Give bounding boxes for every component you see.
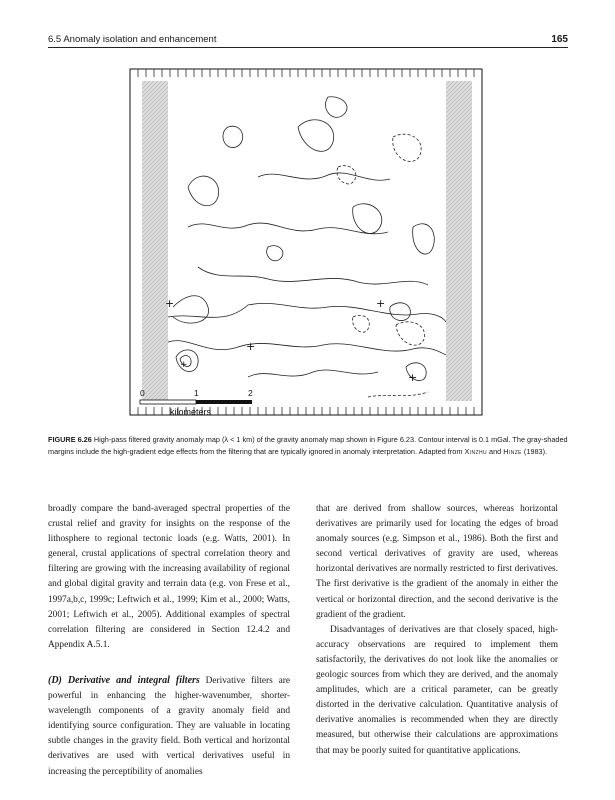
figure-caption [48, 434, 568, 458]
svg-text:+: + [246, 340, 256, 353]
contour-map-figure [128, 67, 485, 420]
left-paragraph-2 [48, 673, 290, 780]
header-rule [48, 47, 568, 48]
page-number: 165 [551, 34, 568, 45]
section-title: 6.5 Anomaly isolation and enhancement [48, 34, 217, 45]
section-subheading: (D) Derivative and integral filters [48, 674, 200, 686]
right-paragraph-1: that are derived from shallow sources, whereas horizontal derivatives are primarily used for locating the edges of broad anomaly sources (e.g. Simpson et al., 1986). Both the first and second vertical derivatives of gravity are used, whereas horizontal derivatives are normally restricted to first derivatives. The first derivative is the gradient of the anomaly in either the vertical or horizontal direction, and the second derivative is the gradient of the gradient. [316, 504, 558, 620]
caption-text-1: High-pass filtered gravity anomaly map (λ < 1 km) of the gravity anomaly map shown in Figure 6.23. Contour interval is 0.1 mGal. The gray-shaded margins include the high-gradient edge effects from the filtering that are typically ignored in anomaly interpretation. Adapted from [48, 435, 568, 456]
left-paragraph-2-text: Derivative filters are powerful in enhancing the higher-wavenumber, shorter-wavelength components of a gravity anomaly field and identifying source configuration. They are valuable in locating subtle changes in the gravity field. Both vertical and horizontal derivatives are used with vertical derivatives useful in increasing the perceptibility of anomalies [48, 675, 290, 777]
right-paragraph-2: Disadvantages of derivatives are that closely spaced, high-accuracy observations are required to implement them satisfactorily, the derivatives do not look like the anomalies or geologic sources from which they are derived, and the anomaly amplitudes, which are a critical parameter, can be greatly distorted in the derivative calculation. Quantitative analysis of derivative anomalies is recommended when they are directly measured, but otherwise their calculations are approximations that may be poorly suited for quantitative applications. [316, 624, 558, 756]
scale-tick-0: 0 [140, 388, 145, 398]
scale-tick-1: 1 [194, 388, 199, 398]
svg-text:+: + [408, 371, 418, 384]
scale-bar [140, 400, 252, 404]
caption-author-1: Xinzhu [464, 447, 487, 456]
svg-text:+: + [165, 297, 175, 310]
caption-and: and [486, 447, 504, 456]
caption-text-2: (1983). [521, 447, 548, 456]
contour-map [128, 67, 485, 420]
left-column [48, 502, 290, 780]
svg-text:+: + [180, 360, 188, 370]
right-column [316, 502, 558, 759]
left-paragraph-1: broadly compare the band-averaged spectral properties of the crustal relief and gravity for insights on the response of the lithosphere to regional tectonic loads (e.g. Watts, 2001). In general, crustal applications of spectral correlation theory and filtering are growing with the increasing availability of regional and global digital gravity and terrain data (e.g. von Frese et al., 1997a,b,c, 1999c; Leftwich et al., 1999; Kim et al., 2000; Watts, 2001; Leftwich et al., 2005). Additional examples of spectral correlation filtering are considered in Section 12.4.2 and Appendix A.5.1. [48, 504, 290, 650]
scale-tick-2: 2 [248, 388, 253, 398]
running-header [48, 34, 568, 48]
svg-text:+: + [376, 297, 386, 310]
figure-label: FIGURE 6.26 [48, 435, 92, 444]
caption-author-2: Hinze [503, 447, 522, 456]
scale-unit-label: kilometers [170, 407, 212, 417]
